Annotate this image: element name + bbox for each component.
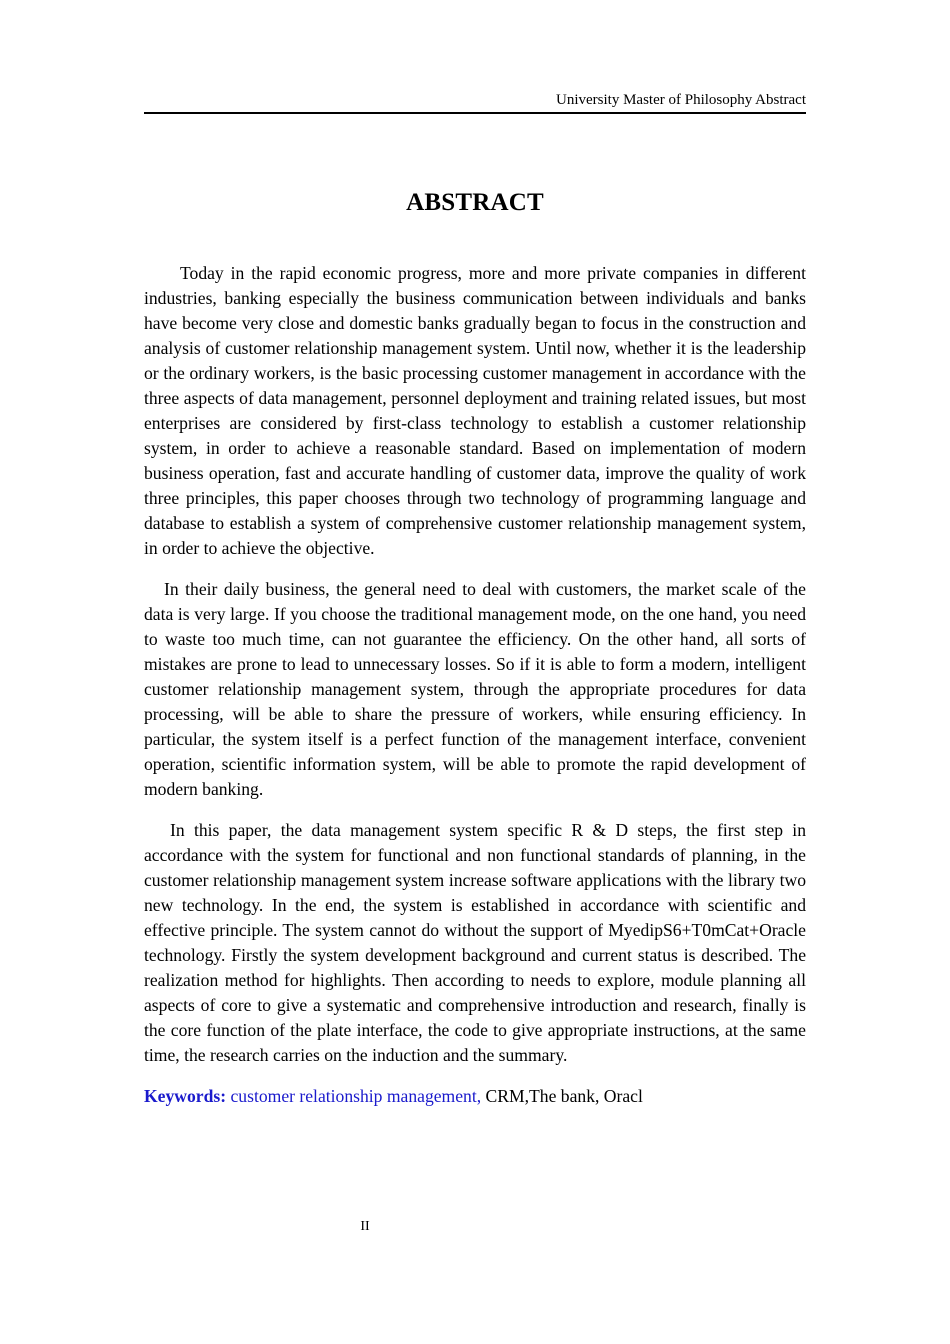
abstract-body bbox=[144, 261, 806, 1109]
running-header-title: University Master of Philosophy Abstract bbox=[556, 92, 806, 108]
keywords-rest: CRM,The bank, Oracl bbox=[485, 1086, 643, 1106]
page-title: ABSTRACT bbox=[406, 189, 544, 216]
keywords-label: Keywords: bbox=[144, 1086, 227, 1106]
running-header bbox=[144, 90, 806, 114]
page-number: II bbox=[360, 1219, 370, 1234]
abstract-paragraph-1: Today in the rapid economic progress, more and more private companies in different industries, banking especially the business communication between individuals and banks have become very close and domestic banks gradually began to focus in the construction and analysis of customer relationship management system. Until now, whether it is the leadership or the ordinary workers, is the basic processing customer management in accordance with the three aspects of data management, personnel deployment and training related issues, but most enterprises are considered by first-class technology to establish a customer relationship system, in order to achieve a reasonable standard. Based on implementation of modern business operation, fast and accurate handling of customer data, improve the quality of work three principles, this paper chooses through two technology of programming language and database to establish a system of comprehensive customer relationship management system, in order to achieve the objective. bbox=[144, 263, 806, 558]
abstract-paragraph-3: In this paper, the data management system specific R & D steps, the first step in accordance with the system for functional and non functional standards of planning, in the customer relationship management system increase software applications with the library two new technology. In the end, the system is established in accordance with scientific and effective principle. The system cannot do without the support of MyedipS6+T0mCat+Oracle technology. Firstly the system development background and current status is described. The realization method for highlights. Then according to needs to explore, module planning all aspects of core to give a systematic and comprehensive introduction and research, finally is the core function of the plate interface, the code to give appropriate instructions, at the same time, the research carries on the induction and the summary. bbox=[144, 820, 806, 1065]
abstract-paragraph-2: In their daily business, the general need to deal with customers, the market scale of the data is very large. If you choose the traditional management mode, on the one hand, you need to waste too much time, can not guarantee the efficiency. On the other hand, all sorts of mistakes are prone to lead to unnecessary losses. So if it is able to form a modern, intelligent customer relationship management system, through the appropriate procedures for data processing, will be able to share the pressure of workers, while ensuring efficiency. In particular, the system itself is a perfect function of the management interface, convenient operation, scientific information system, will be able to promote the rapid development of modern banking. bbox=[144, 579, 806, 799]
keywords-highlighted: customer relationship management, bbox=[230, 1086, 482, 1106]
keywords-line bbox=[144, 1084, 806, 1109]
